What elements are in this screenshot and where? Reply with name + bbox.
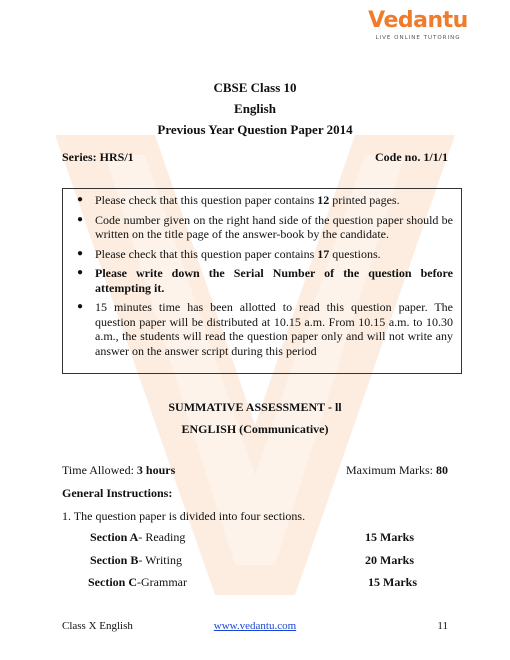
logo-brand: Vedantu bbox=[368, 8, 468, 33]
instruction-item: ● Please check that this question paper contains 17 questions. bbox=[77, 246, 381, 261]
maximum-marks: Maximum Marks: 80 bbox=[346, 463, 448, 477]
time-allowed: Time Allowed: 3 hours bbox=[62, 463, 176, 477]
assessment-subtitle: ENGLISH (Communicative) bbox=[181, 422, 329, 436]
instruction-item: ● Code number given on the right hand side of the question paper should be written on the title page of the answer-book by the candidate. bbox=[77, 212, 453, 241]
footer-page-number: 11 bbox=[437, 620, 448, 632]
bullet-icon: ● bbox=[77, 301, 84, 312]
title-subject: English bbox=[234, 101, 276, 116]
instruction-item: ● 15 minutes time has been allotted to read this question paper. The question paper will be distributed at 10.15 a.m. From 10.15 a.m. to 10.30 a.m., the students will read the question paper only and will not write any answer on the answer script during this period bbox=[77, 300, 453, 358]
general-instruction-1: 1. The question paper is divided into four sections. bbox=[62, 509, 306, 523]
vedantu-logo bbox=[368, 8, 468, 41]
title-board: CBSE Class 10 bbox=[213, 80, 297, 95]
section-a-row: Section A- Reading bbox=[90, 530, 186, 544]
bullet-icon: ● bbox=[77, 213, 84, 225]
footer-website-link[interactable]: www.vedantu.com bbox=[213, 620, 297, 632]
instructions-box bbox=[62, 188, 462, 374]
instruction-item: ● Please check that this question paper contains 12 printed pages. bbox=[77, 193, 400, 207]
bullet-icon: ● bbox=[77, 247, 84, 259]
general-instructions-heading: General Instructions: bbox=[62, 486, 173, 500]
section-c-row: Section C-Grammar bbox=[88, 575, 187, 589]
instructions-list bbox=[77, 193, 453, 358]
title-paper: Previous Year Question Paper 2014 bbox=[157, 122, 353, 137]
code-label: Code no. 1/1/1 bbox=[374, 150, 448, 164]
section-c-marks: 15 Marks bbox=[368, 575, 417, 589]
bullet-icon: ● bbox=[77, 194, 84, 205]
section-b-marks: 20 Marks bbox=[365, 553, 414, 567]
footer-class: Class X English bbox=[62, 620, 133, 632]
assessment-title: SUMMATIVE ASSESSMENT - ll bbox=[168, 400, 342, 414]
logo-tagline: LIVE ONLINE TUTORING bbox=[375, 35, 461, 41]
bullet-icon: ● bbox=[77, 267, 84, 278]
section-a-marks: 15 Marks bbox=[365, 530, 414, 544]
instruction-item: ● Please write down the Serial Number of the question before attempting it. bbox=[77, 266, 453, 295]
series-label: Series: HRS/1 bbox=[62, 150, 134, 164]
section-b-row: Section B- Writing bbox=[90, 553, 182, 567]
